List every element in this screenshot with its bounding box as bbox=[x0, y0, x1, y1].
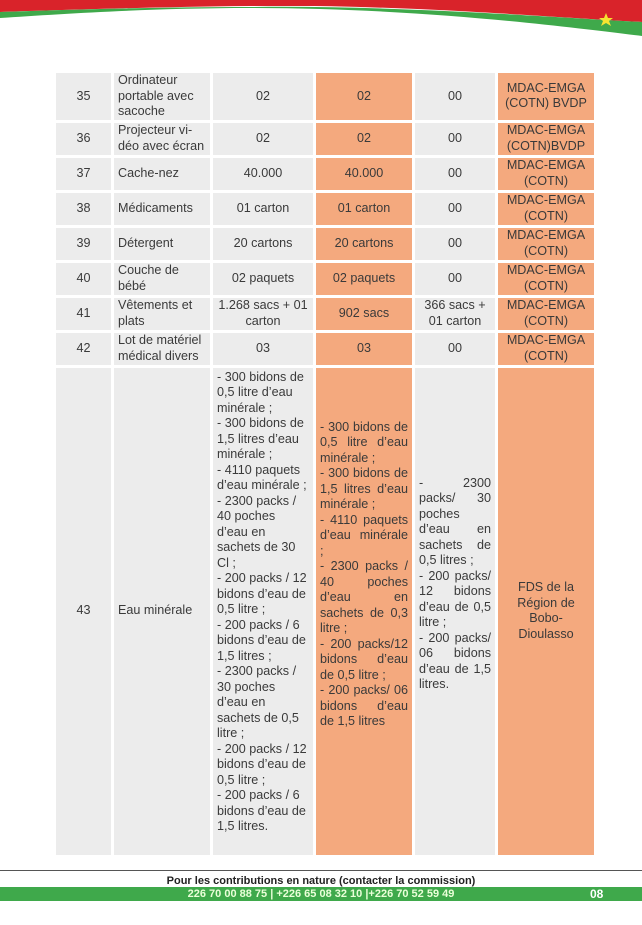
quantity-distributed: 40.000 bbox=[316, 158, 412, 190]
donor-source: MDAC-EMGA (COTN)BVDP bbox=[498, 123, 594, 155]
quantity-received: 01 carton bbox=[213, 193, 313, 225]
item-designation: Lot de matériel médical divers bbox=[114, 333, 210, 365]
quantity-distributed: 03 bbox=[316, 333, 412, 365]
quantity-distributed: 01 carton bbox=[316, 193, 412, 225]
quantity-line: - 2300 packs / 30 poches d’eau en sachets de 0,5 litre ; bbox=[217, 664, 299, 740]
quantity-line: - 300 bidons de 0,5 litre d’eau minérale ; bbox=[320, 419, 408, 465]
quantity-distributed: 02 paquets bbox=[316, 263, 412, 295]
row-number: 36 bbox=[56, 123, 111, 155]
quantity-line: - 2300 packs/ 30 poches d’eau en sachets de 0,5 litres ; bbox=[419, 475, 491, 567]
quantity-line: - 300 bidons de 0,5 litre d’eau minérale ; bbox=[217, 369, 304, 415]
row-number: 39 bbox=[56, 228, 111, 260]
donor-source: MDAC-EMGA (COTN) bbox=[498, 158, 594, 190]
row-number: 37 bbox=[56, 158, 111, 190]
quantity-line: - 200 packs/12 bidons d’eau de 0,5 litre ; bbox=[320, 636, 408, 682]
item-designation: Couche de bébé bbox=[114, 263, 210, 295]
header-flag-banner bbox=[0, 0, 642, 45]
row-number: 35 bbox=[56, 73, 111, 120]
quantity-received: 02 paquets bbox=[213, 263, 313, 295]
item-designation: Cache-nez bbox=[114, 158, 210, 190]
quantity-distributed bbox=[316, 368, 412, 855]
quantity-remaining: 00 bbox=[415, 73, 495, 120]
quantity-remaining: 00 bbox=[415, 228, 495, 260]
table-row bbox=[56, 73, 594, 120]
donations-table bbox=[53, 70, 597, 858]
quantity-line: - 4110 paquets d’eau minérale ; bbox=[217, 462, 307, 492]
quantity-received: 40.000 bbox=[213, 158, 313, 190]
row-number: 38 bbox=[56, 193, 111, 225]
quantity-remaining: 00 bbox=[415, 263, 495, 295]
quantity-remaining: 00 bbox=[415, 333, 495, 365]
donor-source: MDAC-EMGA (COTN) bbox=[498, 193, 594, 225]
item-designation: Médicaments bbox=[114, 193, 210, 225]
row-number: 42 bbox=[56, 333, 111, 365]
donor-source: MDAC-EMGA (COTN) bbox=[498, 263, 594, 295]
item-designation: Projecteur vi-déo avec écran bbox=[114, 123, 210, 155]
item-designation: Détergent bbox=[114, 228, 210, 260]
quantity-received bbox=[213, 368, 313, 855]
item-designation: Ordinateur portable avec sacoche bbox=[114, 73, 210, 120]
donor-source: MDAC-EMGA (COTN) bbox=[498, 333, 594, 365]
quantity-distributed: 02 bbox=[316, 123, 412, 155]
quantity-line: - 300 bidons de 1,5 litres d’eau minérale ; bbox=[320, 466, 408, 511]
table-row bbox=[56, 368, 594, 855]
quantity-line: - 300 bidons de 1,5 litres d’eau minérale ; bbox=[217, 416, 304, 461]
quantity-line: - 200 packs/ 06 bidons d’eau de 1,5 litres bbox=[320, 683, 408, 728]
quantity-remaining bbox=[415, 368, 495, 855]
item-designation: Vêtements et plats bbox=[114, 298, 210, 330]
quantity-line: - 200 packs / 6 bidons d’eau de 1,5 litres. bbox=[217, 788, 306, 833]
quantity-remaining: 00 bbox=[415, 193, 495, 225]
table-row bbox=[56, 193, 594, 225]
table-row bbox=[56, 158, 594, 190]
row-number: 41 bbox=[56, 298, 111, 330]
quantity-received: 1.268 sacs + 01 carton bbox=[213, 298, 313, 330]
footer-divider bbox=[0, 870, 642, 871]
quantity-line: - 2300 packs / 40 poches d’eau en sachets de 0,3 litre ; bbox=[320, 559, 408, 635]
quantity-remaining: 00 bbox=[415, 123, 495, 155]
quantity-line: - 200 packs/ 06 bidons d’eau de 1,5 litres. bbox=[419, 630, 491, 691]
table-row bbox=[56, 298, 594, 330]
table-row bbox=[56, 123, 594, 155]
quantity-line: - 200 packs/ 12 bidons d’eau de 0,5 litre ; bbox=[419, 568, 491, 629]
quantity-remaining: 00 bbox=[415, 158, 495, 190]
quantity-distributed: 20 cartons bbox=[316, 228, 412, 260]
donor-source: MDAC-EMGA (COTN) bbox=[498, 298, 594, 330]
quantity-received: 20 cartons bbox=[213, 228, 313, 260]
quantity-received: 02 bbox=[213, 73, 313, 120]
page-number: 08 bbox=[590, 887, 604, 901]
quantity-line: - 2300 packs / 40 poches d’eau en sachets de 30 Cl ; bbox=[217, 493, 297, 570]
quantity-line: - 200 packs / 12 bidons d’eau de 0,5 litre ; bbox=[217, 741, 307, 787]
table-row bbox=[56, 263, 594, 295]
item-designation: Eau minérale bbox=[114, 368, 210, 855]
quantity-remaining: 366 sacs + 01 carton bbox=[415, 298, 495, 330]
table-row bbox=[56, 333, 594, 365]
donor-source: MDAC-EMGA (COTN) BVDP bbox=[498, 73, 594, 120]
row-number: 43 bbox=[56, 368, 111, 855]
quantity-received: 02 bbox=[213, 123, 313, 155]
table-row bbox=[56, 228, 594, 260]
row-number: 40 bbox=[56, 263, 111, 295]
quantity-distributed: 02 bbox=[316, 73, 412, 120]
footer-note: Pour les contributions en nature (contacter la commission) bbox=[166, 875, 476, 887]
quantity-line: - 4110 paquets d’eau minérale ; bbox=[320, 512, 408, 558]
quantity-received: 03 bbox=[213, 333, 313, 365]
donor-source: MDAC-EMGA (COTN) bbox=[498, 228, 594, 260]
footer-phone-numbers: 226 70 00 88 75 | +226 65 08 32 10 |+226 70 52 59 49 bbox=[187, 888, 455, 900]
quantity-distributed: 902 sacs bbox=[316, 298, 412, 330]
donor-source: FDS de la Région de Bobo-Dioulasso bbox=[498, 368, 594, 855]
quantity-line: - 200 packs / 12 bidons d’eau de 0,5 litre ; bbox=[217, 571, 307, 616]
quantity-line: - 200 packs / 6 bidons d’eau de 1,5 litres ; bbox=[217, 617, 306, 663]
